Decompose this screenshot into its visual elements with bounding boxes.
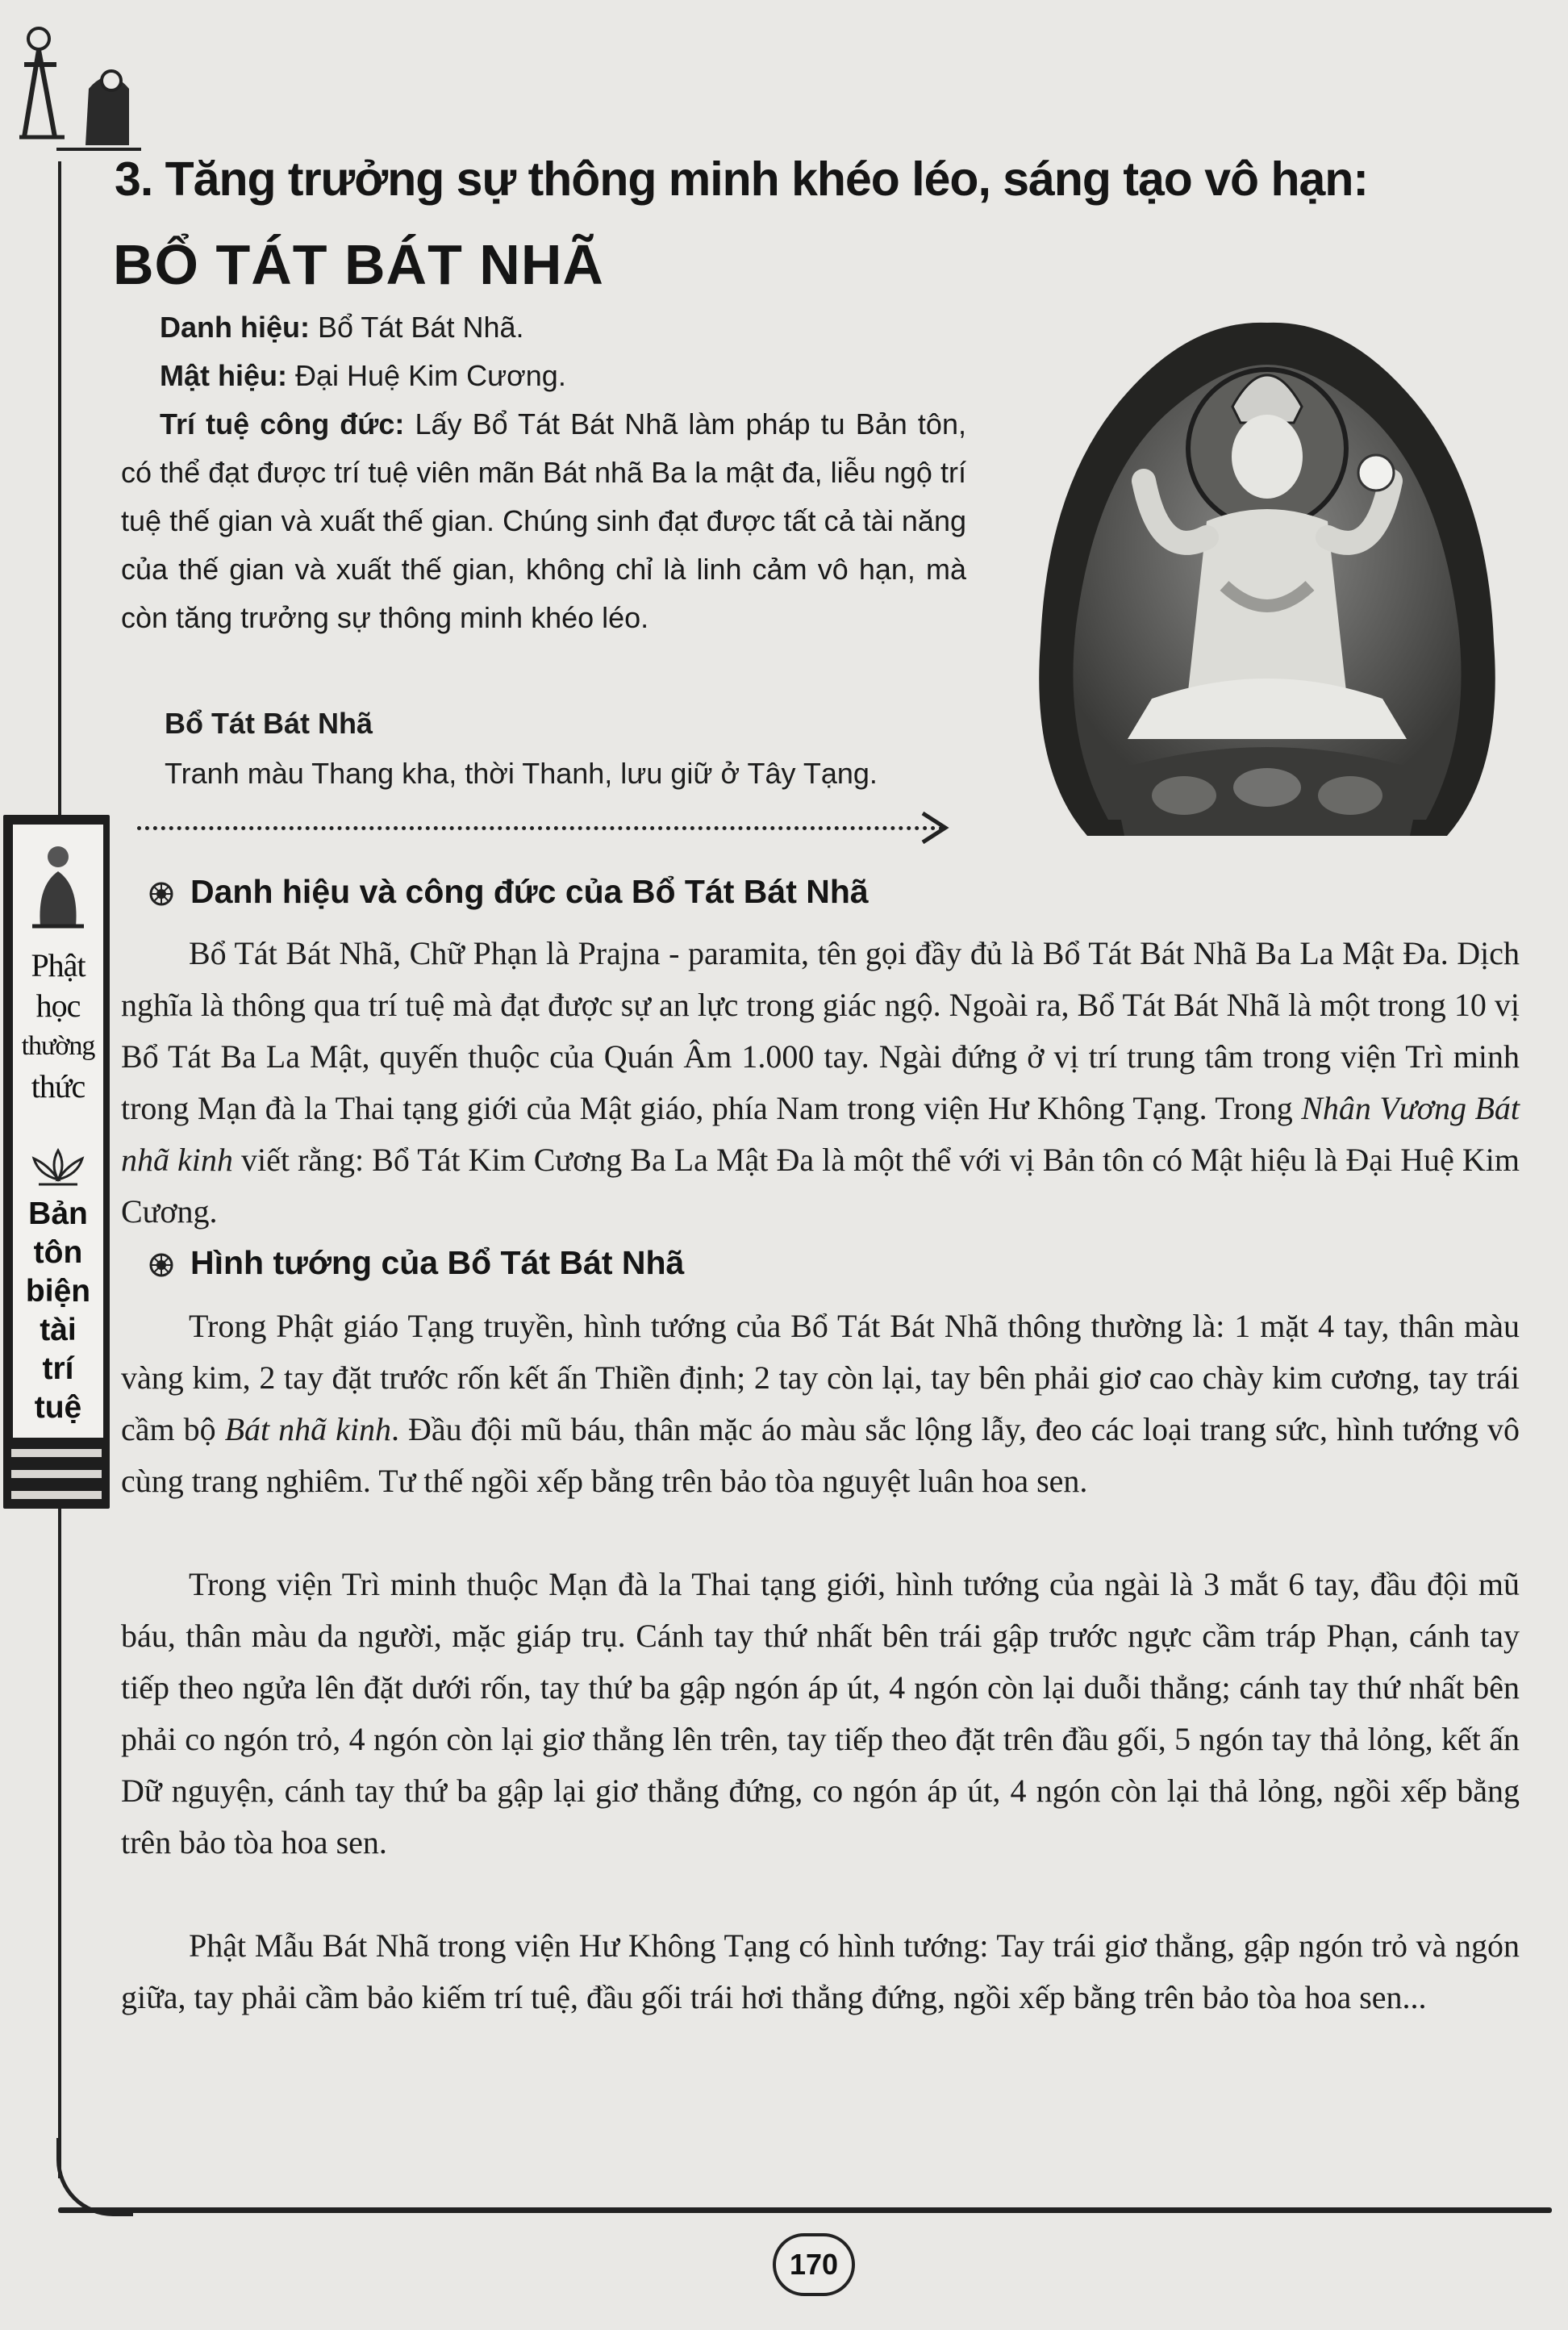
image-caption xyxy=(165,699,971,799)
secret-label: Mật hiệu: xyxy=(160,359,287,392)
section-title: 3. Tăng trưởng sự thông minh khéo léo, sáng tạo vô hạn: xyxy=(115,152,1369,206)
merit-row xyxy=(121,400,966,642)
section-heading xyxy=(190,1244,684,1282)
tab-word: thường xyxy=(21,1031,95,1061)
tab-stripe xyxy=(11,1449,102,1457)
tab-word: Bản xyxy=(28,1196,88,1231)
section-heading-text: Danh hiệu và công đức của Bổ Tát Bát Nhã xyxy=(190,873,869,910)
page-number: 170 xyxy=(773,2233,855,2296)
tab-word: thức xyxy=(31,1068,85,1104)
bodhisattva-painting xyxy=(1031,319,1503,855)
body-paragraph: Trong viện Trì minh thuộc Mạn đà la Thai tạng giới, hình tướng của ngài là 3 mắt 6 tay, đầu đội mũ báu, thân màu da người, mặc giáp trụ. Cánh tay thứ nhất bên trái gập trước ngực cầm tráp Phạn, cánh tay tiếp theo ngửa lên đặt dưới rốn, tay thứ ba gập ngón áp út, 4 ngón còn lại duỗi thẳng; cánh tay thứ nhất bên phải co ngón trỏ, 4 ngón còn lại giơ thẳng lên trên, tay tiếp theo đặt trên đầu gối, 5 ngón tay thả lỏng, kết ấn Dữ nguyện, cánh tay thứ ba gập lại giơ thẳng đứng, co ngón áp út, 4 ngón còn lại thả lỏng, ngồi xếp bằng trên bảo tòa hoa sen. xyxy=(121,1566,1520,1860)
section-heading xyxy=(190,873,869,911)
tab-word: tuệ xyxy=(34,1390,82,1425)
body-paragraph xyxy=(121,928,1520,1238)
tab-word: biện xyxy=(25,1274,91,1309)
text-segment: Trong Phật giáo Tạng truyền, hình tướng của Bổ Tát Bát Nhã thông thường là: 1 mặt 4 tay, thân màu vàng kim, 2 tay đặt trước rốn kết ấn Thiền định; 2 tay còn lại, tay bên phải giơ cao chày kim cương, tay trái cầm bộ xyxy=(121,1308,1520,1447)
tab-word: trí xyxy=(42,1351,74,1386)
seated-monk-icon xyxy=(29,836,87,933)
flower-bullet-icon xyxy=(148,881,174,907)
tab-stripe xyxy=(11,1491,102,1499)
section-heading-text: Hình tướng của Bổ Tát Bát Nhã xyxy=(190,1244,685,1281)
secret-row xyxy=(121,352,966,400)
body-paragraph: Phật Mẫu Bát Nhã trong viện Hư Không Tạng có hình tướng: Tay trái giơ thẳng, gập ngón trỏ và ngón giữa, tay phải cầm bảo kiếm trí tuệ, đầu gối trái hơi thẳng đứng, ngồi xếp bằng trên bảo tòa hoa sen... xyxy=(121,1927,1520,2015)
caption-text: Tranh màu Thang kha, thời Thanh, lưu giữ ở Tây Tạng. xyxy=(165,757,878,790)
caption-pointer-line xyxy=(137,826,944,830)
info-block xyxy=(121,303,966,642)
book-title: Bát nhã kinh xyxy=(224,1411,391,1447)
lotus-icon xyxy=(31,1147,85,1188)
merit-label: Trí tuệ công đức: xyxy=(160,407,405,441)
title-value: Bổ Tát Bát Nhã. xyxy=(318,311,524,344)
body-paragraph xyxy=(121,1301,1520,1507)
merit-value: Lấy Bổ Tát Bát Nhã làm pháp tu Bản tôn, có thể đạt được trí tuệ viên mãn Bát nhã Ba la mật đa, liễu ngộ trí tuệ thế gian và xuất thế gian. Chúng sinh đạt được tất cả tài năng của thế gian và xuất thế gian, không chỉ là linh cảm vô hạn, mà còn tăng trưởng sự thông minh khéo léo. xyxy=(121,407,966,634)
title-row xyxy=(121,303,966,352)
secret-value: Đại Huệ Kim Cương. xyxy=(295,359,566,392)
tab-word: Phật xyxy=(31,947,85,983)
flower-bullet-icon xyxy=(148,1252,174,1278)
caption-title: Bổ Tát Bát Nhã xyxy=(165,707,373,740)
tab-word: tôn xyxy=(33,1235,83,1270)
title-label: Danh hiệu: xyxy=(160,311,310,344)
frame-corner xyxy=(56,2138,133,2216)
figures-ornament-icon xyxy=(8,16,141,161)
tab-word: tài xyxy=(40,1313,77,1347)
book-title: Nhân Vương Bát nhã kinh xyxy=(121,1090,1520,1178)
tab-stripe xyxy=(11,1470,102,1478)
text-segment: viết rằng: Bổ Tát Kim Cương Ba La Mật Đa là một thể với vị Bản tôn có Mật hiệu là Đại Huệ Kim Cương. xyxy=(121,1142,1520,1230)
page-title: BỔ TÁT BÁT NHÃ xyxy=(113,233,604,296)
text-segment: . Đầu đội mũ báu, thân mặc áo màu sắc lộng lẫy, đeo các loại trang sức, hình tướng vô cùng trang nghiêm. Tư thế ngồi xếp bằng trên bảo tòa nguyệt luân hoa sen. xyxy=(121,1411,1520,1499)
bottom-rule xyxy=(58,2207,1552,2213)
arrow-right-icon xyxy=(918,810,950,846)
text-segment: Bổ Tát Bát Nhã, Chữ Phạn là Prajna - paramita, tên gọi đầy đủ là Bổ Tát Bát Nhã Ba La Mật Đa. Dịch nghĩa là thông qua trí tuệ mà đạt được sự an lực trong giác ngộ. Ngoài ra, Bổ Tát Bát Nhã là một trong 10 vị Bổ Tát Ba La Mật, quyến thuộc của Quán Âm 1.000 tay. Ngài đứng ở vị trí trung tâm trong viện Trì minh trong Mạn đà la Thai tạng giới của Mật giáo, phía Nam trong viện Hư Không Tạng. Trong xyxy=(121,935,1520,1126)
chapter-side-tab xyxy=(3,815,110,1509)
tab-word: học xyxy=(35,988,81,1024)
